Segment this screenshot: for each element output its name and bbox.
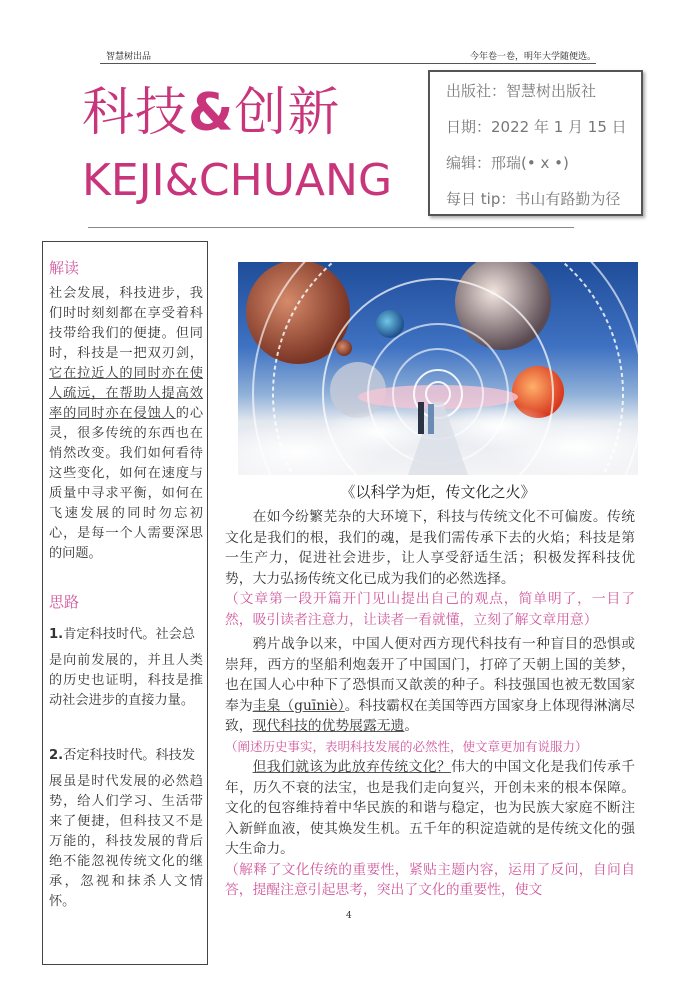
point-1-body: 是向前发展的，并且人类的历史也证明，科技是推动社会进步的直接力量。 <box>49 653 203 708</box>
publisher-brand: 智慧树出品 <box>106 52 152 62</box>
p3-rhetorical-question: 但我们就该为此放弃传统文化？ <box>252 759 452 775</box>
p2-text-b: 。科技霸权在美国等西方国家身上体现得淋漓尽致， <box>225 697 635 734</box>
interpretation-text-b: 的心灵，很多传统的东西也在悄然改变。我们如何看待这些变化，如何在速度与质量中寻求平衡，如何在飞速发展的同时勿忘初心，是每一个人需要深思的问题。 <box>49 406 204 561</box>
annotation-3: （解释了文化传统的重要性，紧贴主题内容，运用了反问，自问自答，提醒注意引起思考，突出了文化的重要性，使文 <box>225 861 635 898</box>
interpretation-underlined: 它在拉近人的同时亦在使人疏远，在帮助人提高效率的同时亦在侵蚀人 <box>49 366 203 421</box>
magazine-title-en: KEJI&CHUANG <box>82 155 393 206</box>
p2-underlined-term: 圭臬（guīniè） <box>252 697 345 714</box>
title-ampersand: & <box>188 83 235 143</box>
article-body <box>225 507 635 901</box>
point-2 <box>49 746 203 912</box>
title-part-2: 创新 <box>234 83 341 143</box>
title-part-1: 科技 <box>82 83 189 143</box>
page-number: 4 <box>346 911 352 921</box>
point-1-head: 肯定科技时代。社会总 <box>63 627 196 642</box>
interpretation-text-a: 社会发展，科技进步，我们时时刻刻都在享受着科技带给我们的便捷。但同时，科技是一把双刃剑， <box>49 286 203 361</box>
annotation-2: （阐述历史事实，表明科技发展的必然性，使文章更加有说服力） <box>225 738 588 754</box>
paragraph-1: 在如今纷繁芜杂的大环境下，科技与传统文化不可偏废。传统文化是我们的根，我们的魂，是我们需传承下去的火焰；科技是第一生产力，促进社会进步，让人享受舒适生活；积极发挥科技优势，大力弘扬传统文化已成为我们的必然选择。 <box>225 509 635 587</box>
sidebar-box <box>42 241 208 965</box>
thinking-heading: 思路 <box>49 593 80 611</box>
slogan: 今年卷一卷，明年大学随便选。 <box>469 52 596 62</box>
point-2-body: 展虽是时代发展的必然趋势，给人们学习、生活带来了便捷，但科技又不是万能的，科技发展的背后绝不能忽视传统文化的继承，忽视和抹杀人文情怀。 <box>49 774 203 909</box>
sci-fi-tunnel-illustration <box>238 262 638 475</box>
point-2-number: 2. <box>49 748 64 763</box>
interpretation-heading: 解读 <box>49 259 80 277</box>
daily-tip: 每日 tip：书山有路勤为径 <box>446 190 621 208</box>
p2-text-c: 。 <box>404 718 419 734</box>
editor-info: 编辑：邢瑞(• x •) <box>446 154 569 172</box>
publisher-info: 出版社：智慧树出版社 <box>446 82 597 100</box>
point-1-number: 1. <box>49 627 64 642</box>
date-info: 日期：2022 年 1 月 15 日 <box>446 118 627 136</box>
interpretation-text <box>49 284 203 564</box>
paragraph-2 <box>225 634 635 737</box>
p3-text: 伟大的中国文化是我们传承千年，历久不衰的法宝，也是我们走向复兴，开创未来的根本保障。文化的包容维持着中华民族的和谐与稳定，也为民族大家庭不断注入新鲜血液，使其焕发生机。五千年的积淀造就的是传统文化的强大生命力。 <box>225 759 636 857</box>
header-divider <box>88 227 574 228</box>
point-2-head: 否定科技时代。科技发 <box>63 748 196 763</box>
annotation-1: （文章第一段开篇开门见山提出自己的观点，简单明了，一目了然，吸引读者注意力，让读者一看就懂，立刻了解文章用意） <box>225 591 635 628</box>
p2-underlined-phrase: 现代科技的优势展露无遗 <box>252 718 405 734</box>
info-box <box>428 70 643 216</box>
image-caption: 《以科学为炬，传文化之火》 <box>340 483 536 501</box>
point-1 <box>49 625 203 711</box>
magazine-title-cn <box>82 70 340 145</box>
paragraph-3 <box>225 757 635 860</box>
hero-image <box>238 262 638 475</box>
top-divider <box>100 63 596 64</box>
p2-text-a: 鸦片战争以来，中国人便对西方现代科技有一种盲目的恐惧或崇拜，西方的坚船利炮轰开了中国国门，打碎了天朝上国的美梦，也在国人心中种下了恐惧而又歆羡的种子。科技强国也被无数国家奉为 <box>225 636 635 714</box>
